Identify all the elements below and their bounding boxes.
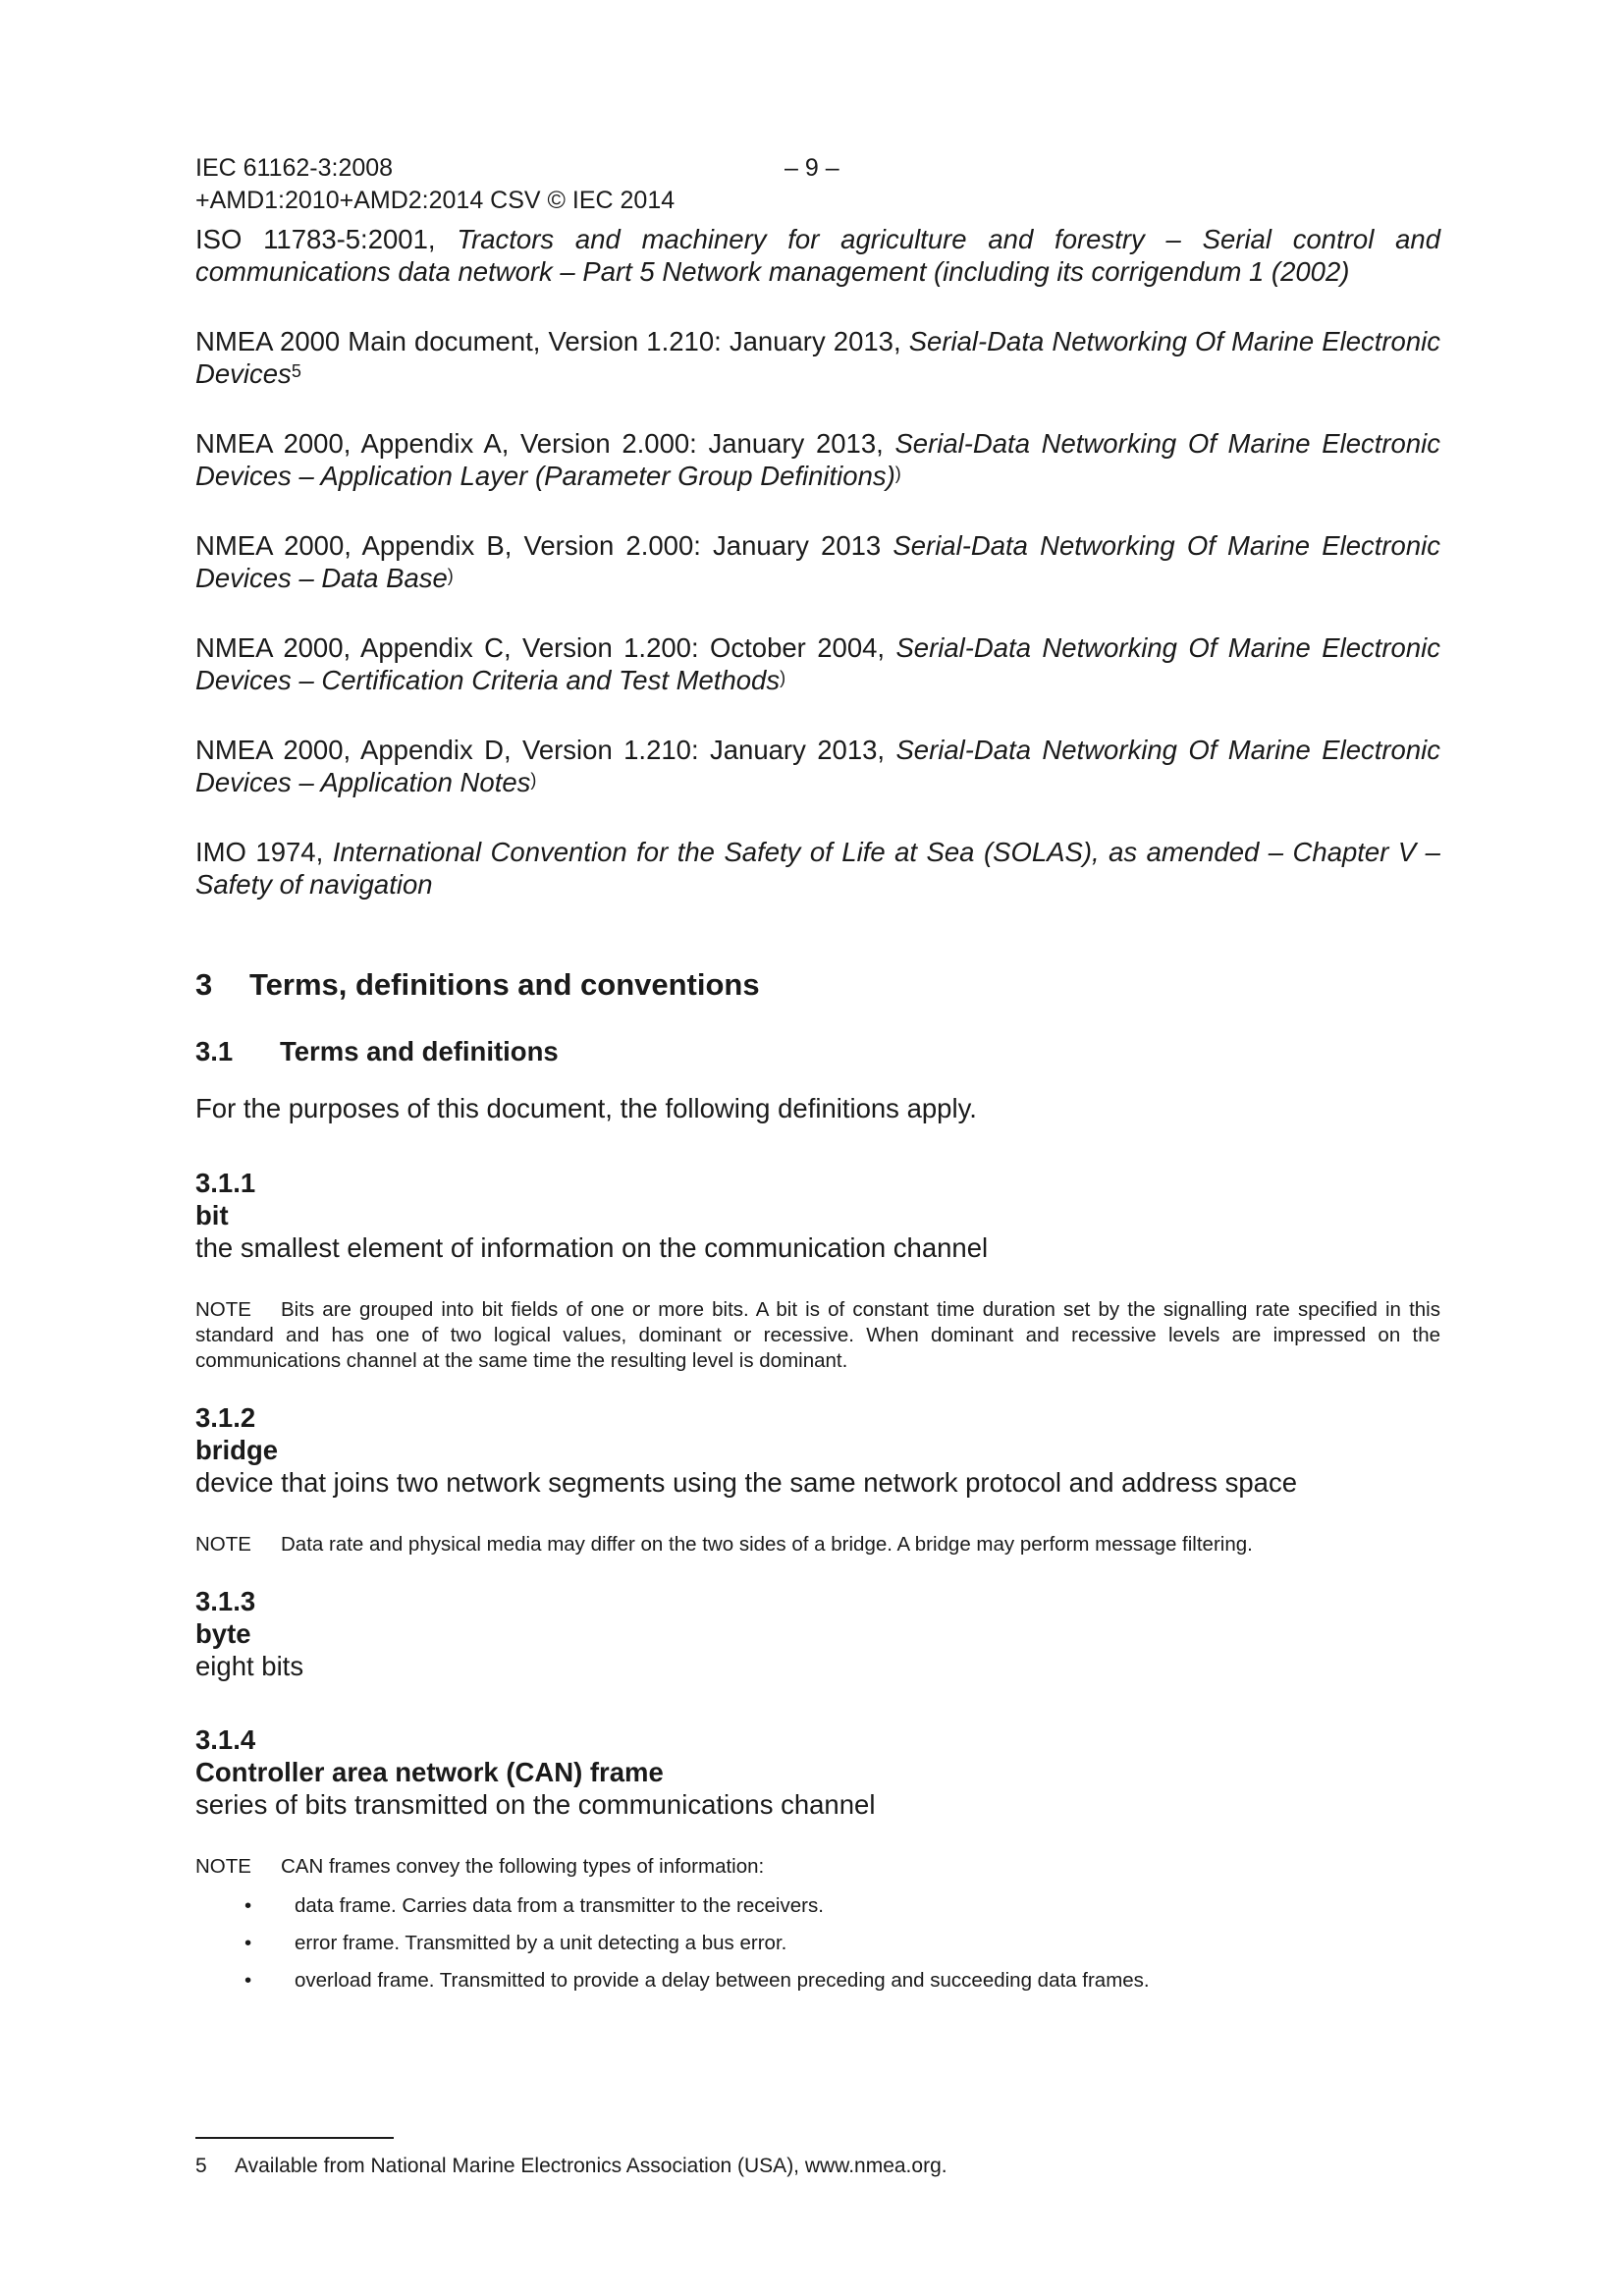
term-word: bridge xyxy=(195,1435,279,1465)
term-definition: eight bits xyxy=(195,1651,304,1681)
term-definition: series of bits transmitted on the communications channel xyxy=(195,1789,876,1820)
term-word: bit xyxy=(195,1200,229,1230)
term-number: 3.1.4 xyxy=(195,1724,256,1755)
section-heading: 3 Terms, definitions and conventions xyxy=(195,967,760,1002)
term-number: 3.1.1 xyxy=(195,1168,256,1198)
can-frame-types-list xyxy=(195,1887,1440,1999)
reference-item: NMEA 2000, Appendix B, Version 2.000: January 2013 Serial-Data Networking Of Marine Electronic Devices – Data Base) xyxy=(195,530,1440,593)
reference-item: NMEA 2000, Appendix D, Version 1.210: January 2013, Serial-Data Networking Of Marine Electronic Devices – Application Notes) xyxy=(195,735,1440,797)
reference-item: ISO 11783-5:2001, Tractors and machinery for agriculture and forestry – Serial control and communications data network – Part 5 Network management (including its corrigendum 1 (2002) xyxy=(195,224,1440,287)
term-word: Controller area network (CAN) frame xyxy=(195,1757,664,1787)
page-number: – 9 – xyxy=(784,154,839,182)
footnote-ref: 5 xyxy=(291,361,301,381)
term-entry xyxy=(195,1167,1440,1374)
term-definition: the smallest element of information on the communication channel xyxy=(195,1232,989,1263)
term-note: NOTE Bits are grouped into bit fields of one or more bits. A bit is of constant time duration set by the signalling rate specified in this standard and has one of two logical values, dominant or recessive. When dominant and recessive levels are impressed on the communications channel at the same time the resulting level is dominant. xyxy=(195,1298,1440,1372)
list-item: • data frame. Carries data from a transmitter to the receivers. xyxy=(244,1894,824,1917)
term-entry xyxy=(195,1585,1440,1682)
list-item: • overload frame. Transmitted to provide a delay between preceding and succeeding data frames. xyxy=(244,1969,1150,1992)
document-page xyxy=(195,152,1440,1999)
term-number: 3.1.2 xyxy=(195,1402,256,1433)
term-entry xyxy=(195,1723,1440,1999)
reference-item: IMO 1974, International Convention for the Safety of Life at Sea (SOLAS), as amended – Chapter V – Safety of navigation xyxy=(195,837,1440,900)
intro-paragraph: For the purposes of this document, the following definitions apply. xyxy=(195,1093,977,1123)
footnote-number: 5 xyxy=(195,2155,207,2177)
term-number: 3.1.3 xyxy=(195,1586,256,1616)
term-definition: device that joins two network segments using the same network protocol and address space xyxy=(195,1467,1297,1498)
term-word: byte xyxy=(195,1618,251,1649)
reference-item: NMEA 2000, Appendix C, Version 1.200: October 2004, Serial-Data Networking Of Marine Electronic Devices – Certification Criteria and Test Methods) xyxy=(195,632,1440,695)
term-entry xyxy=(195,1401,1440,1558)
running-header xyxy=(195,152,1440,217)
footnote-text: Available from National Marine Electronics Association (USA), www.nmea.org. xyxy=(235,2155,947,2177)
list-item: • error frame. Transmitted by a unit detecting a bus error. xyxy=(244,1932,787,1954)
header-amendment: +AMD1:2010+AMD2:2014 CSV © IEC 2014 xyxy=(195,187,676,214)
footnote xyxy=(195,2153,947,2180)
subsection-heading: 3.1 Terms and definitions xyxy=(195,1036,559,1066)
term-note: NOTE CAN frames convey the following types of information: xyxy=(195,1855,765,1878)
header-standard-id: IEC 61162-3:2008 xyxy=(195,154,394,182)
reference-item: NMEA 2000, Appendix A, Version 2.000: January 2013, Serial-Data Networking Of Marine Electronic Devices – Application Layer (Parameter Group Definitions)) xyxy=(195,428,1440,491)
normative-references xyxy=(195,223,1440,901)
term-note: NOTE Data rate and physical media may differ on the two sides of a bridge. A bridge may perform message filtering. xyxy=(195,1533,1253,1556)
reference-item: NMEA 2000 Main document, Version 1.210: January 2013, Serial-Data Networking Of Marine Electronic Devices$^5$ xyxy=(195,326,1441,389)
footnote-separator xyxy=(195,2137,394,2139)
